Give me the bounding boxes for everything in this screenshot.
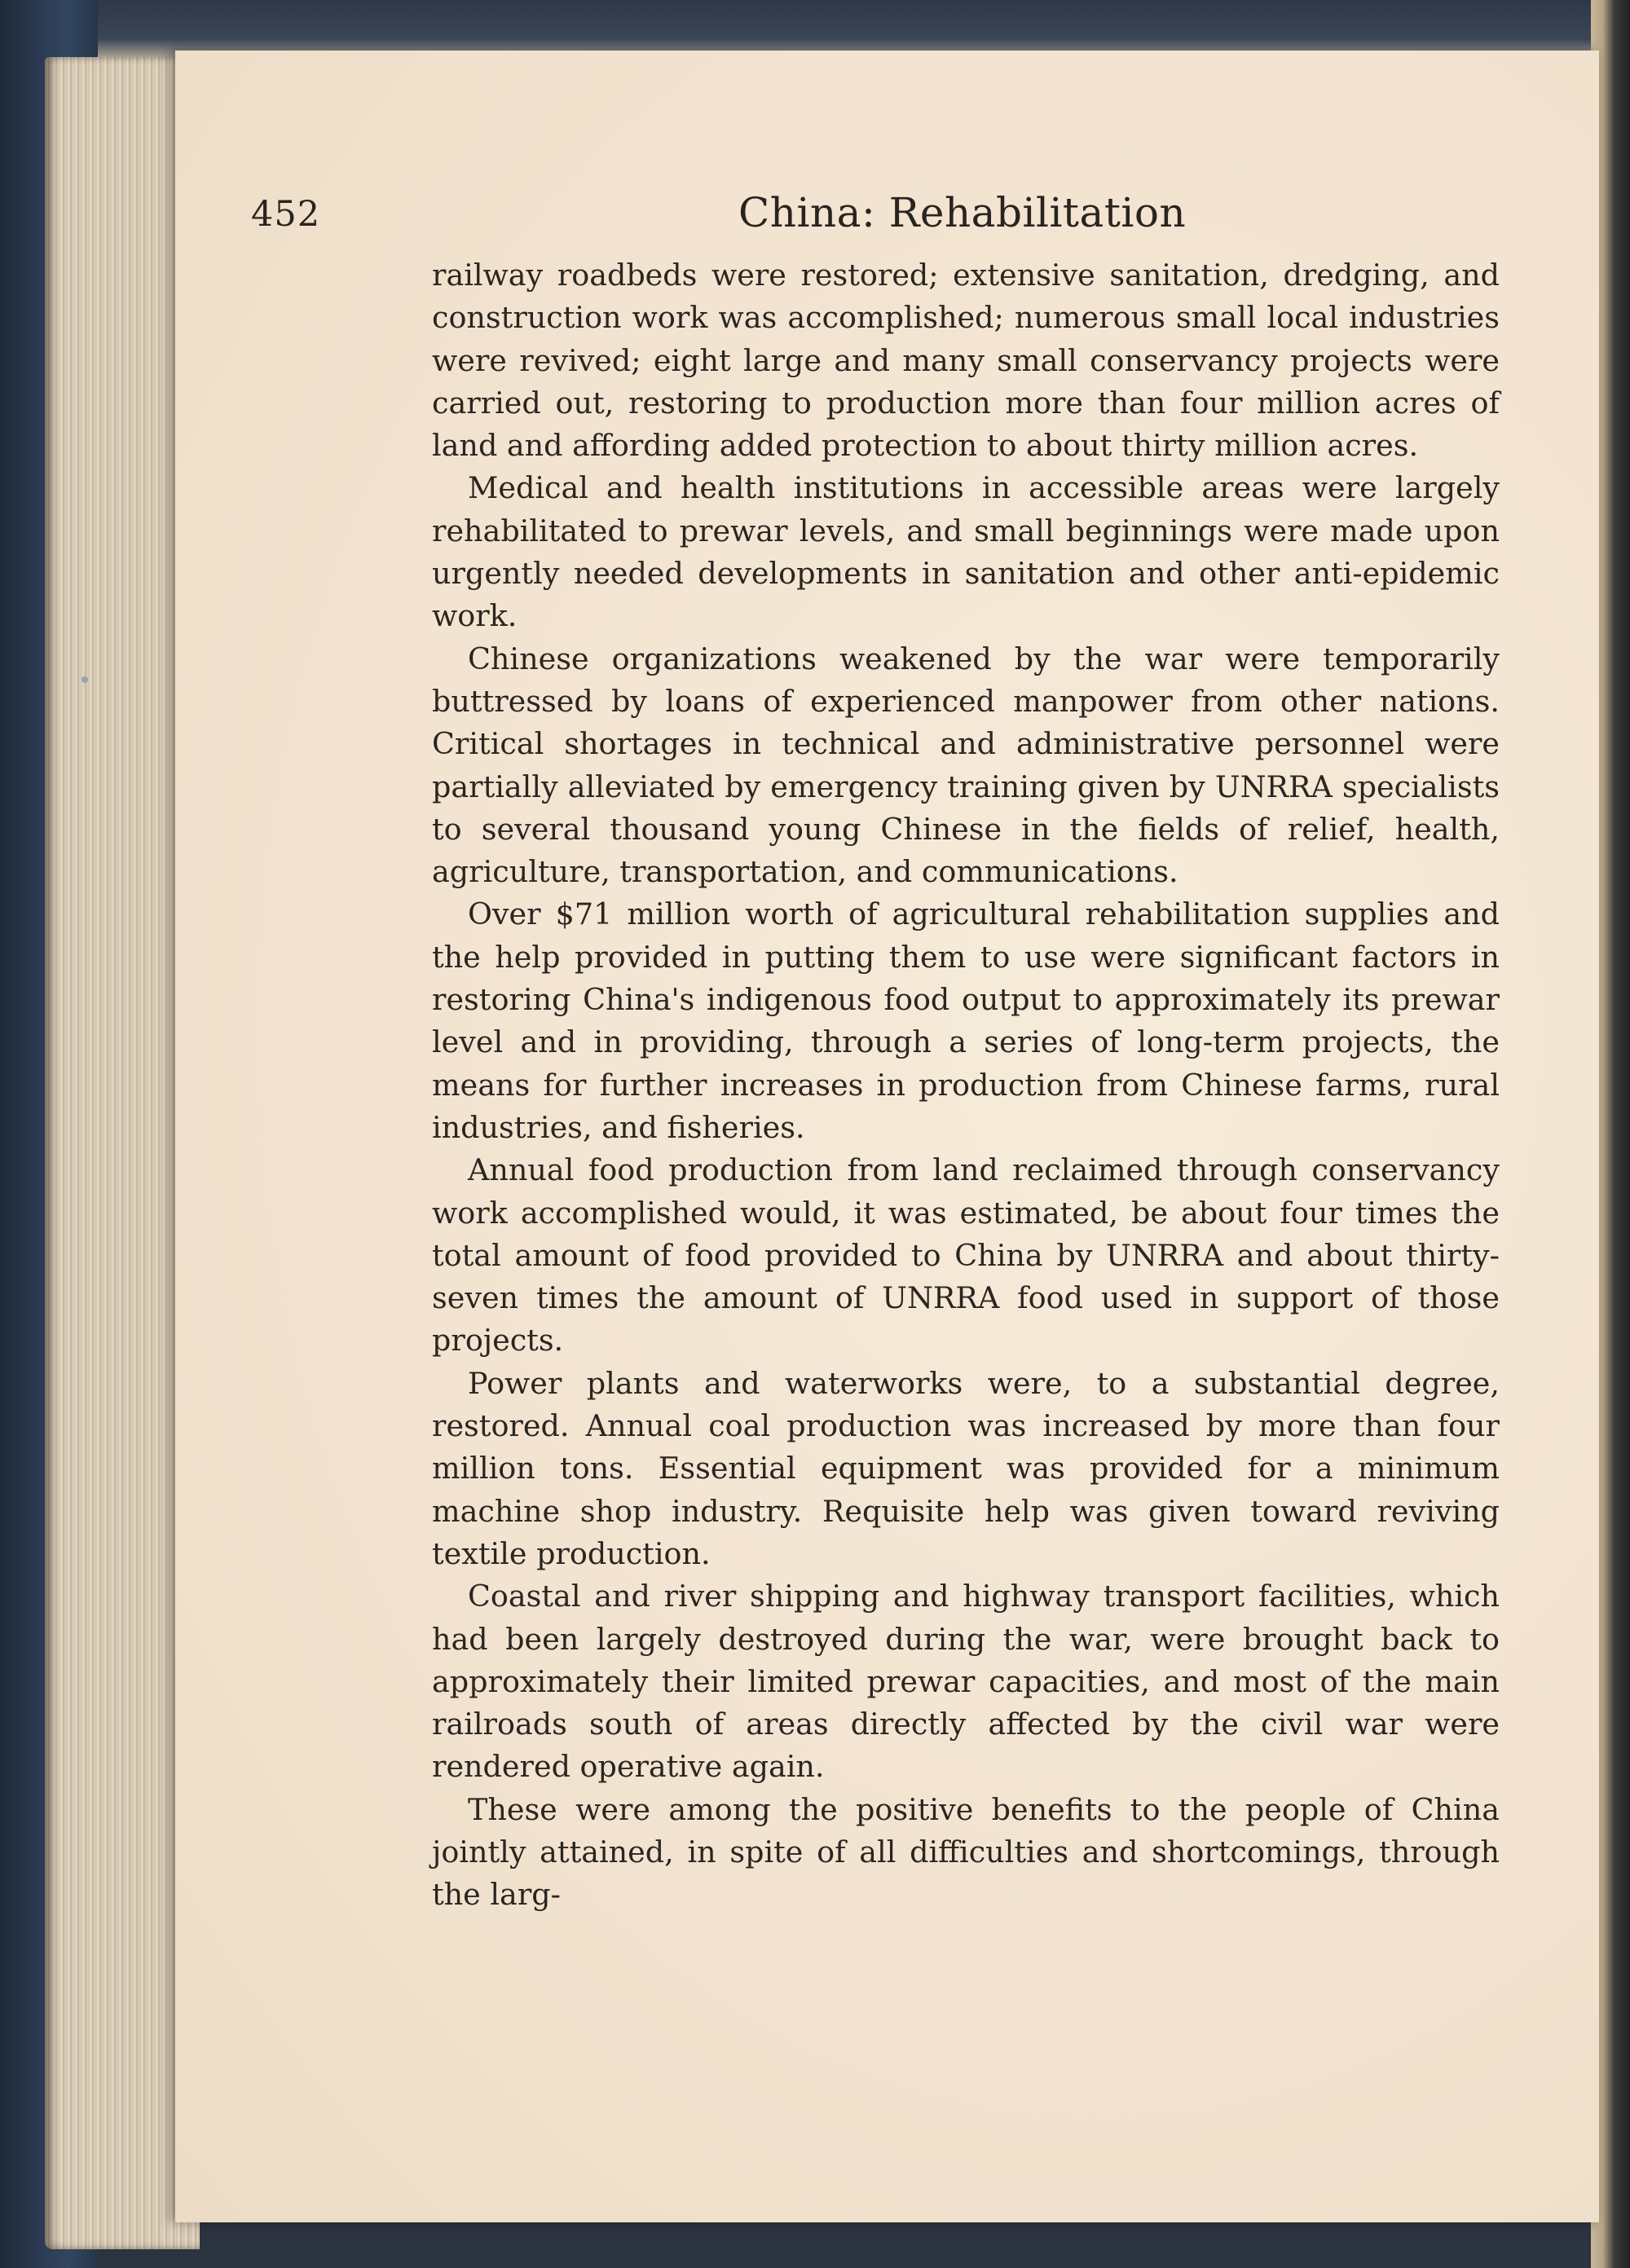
paragraph-6: Power plants and waterworks were, to a substantial degree, restored. Annual coal production was increased by more than four million tons. Essential equipment was provided for a minimum machine shop industry. Requisite help was given toward reviving textile production. [432,1365,1500,1571]
paragraph-2: Medical and health institutions in accessible areas were largely rehabilitated to prewar levels, and small beginnings were made upon urgently needed developments in sanitation and other anti-epidemic work. [432,470,1500,634]
page-header [251,189,1506,246]
paragraph-7: Coastal and river shipping and highway transport facilities, which had been largely destroyed during the war, were brought back to approximately their limited prewar capacities, and most of the main railroads south of areas directly affected by the civil war were rendered operative again. [432,1579,1500,1785]
paragraph-4: Over $71 million worth of agricultural rehabilitation supplies and the help provided in putting them to use were significant factors in restoring China's indigenous food output to approximately its prewar level and in providing, through a series of long-term projects, the means for further increases in production from Chinese farms, rural industries, and fisheries. [432,896,1500,1145]
paragraph-1: railway roadbeds were restored; extensive sanitation, dredging, and construction work was accomplished; numerous small local industries were revived; eight large and many small conservancy projects were carried out, restoring to production more than four million acres of land and affording added protection to about thirty million acres. [432,258,1500,464]
page-number: 452 [251,194,321,235]
paragraph-3: Chinese organizations weakened by the war were temporarily buttressed by loans of experienced manpower from other nations. Critical shortages in technical and administrative personnel were partially alleviated by emergency training given by UNRRA specialists to several thousand young Chinese in the fields of relief, health, agriculture, transportation, and communications. [432,641,1500,890]
running-head: China: Rehabilitation [738,189,1187,236]
paragraph-5: Annual food production from land reclaimed through conservancy work accomplished would, it was estimated, be about four times the total amount of food provided to China by UNRRA and about thirty-seven times the amount of UNRRA food used in support of those projects. [432,1152,1500,1359]
body-text [432,254,1500,1917]
paragraph-8: These were among the positive benefits to the people of China jointly attained, in spite of all difficulties and shortcomings, through the larg- [432,1791,1500,1913]
cover-speck [82,676,88,683]
